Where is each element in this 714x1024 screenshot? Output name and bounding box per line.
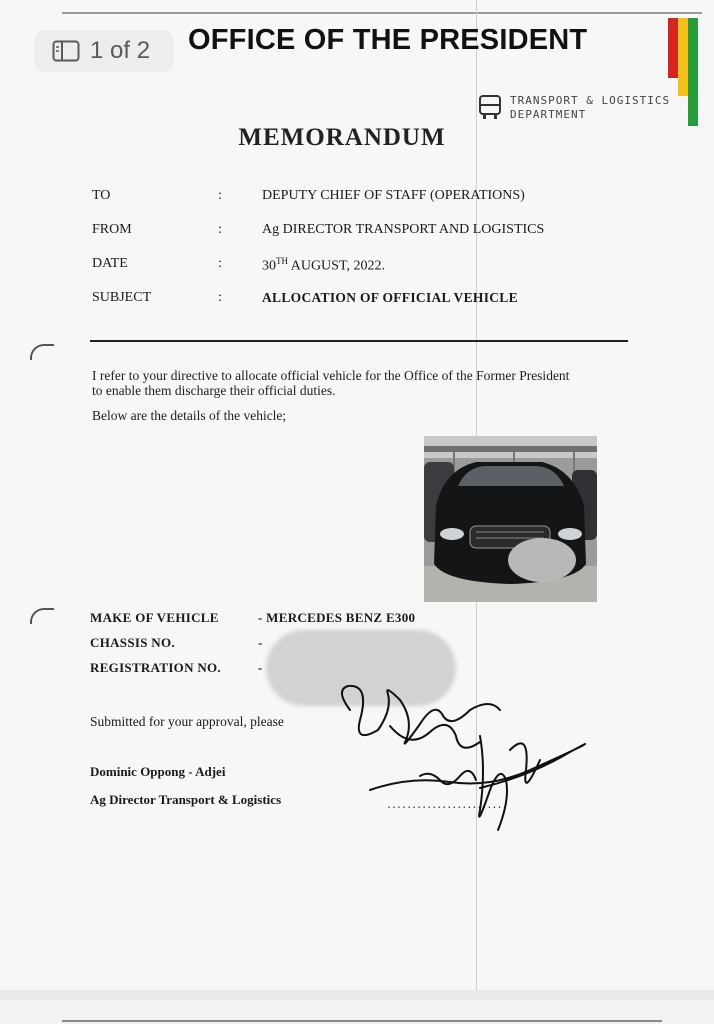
- field-colon: :: [218, 188, 222, 203]
- next-page-preview: [0, 1000, 714, 1024]
- date-day: 30: [262, 258, 276, 274]
- body-line: to enable them discharge their official duties.: [92, 383, 336, 398]
- handwritten-signature: [330, 680, 600, 850]
- field-value: Ag DIRECTOR TRANSPORT AND LOGISTICS: [262, 222, 545, 237]
- chassis-value: -: [258, 635, 263, 650]
- flag-stripe-green: [688, 18, 698, 126]
- memo-heading: MEMORANDUM: [238, 124, 446, 151]
- horizontal-rule: [90, 340, 628, 342]
- flag-stripe-red: [668, 18, 678, 78]
- next-page-top-edge: [62, 1020, 662, 1022]
- punch-hole-mark: [30, 608, 54, 624]
- bus-icon: [478, 94, 502, 120]
- date-rest: AUGUST, 2022.: [288, 258, 385, 274]
- flag-stripe-gold: [678, 18, 688, 96]
- field-label: FROM: [92, 222, 132, 237]
- field-label: SUBJECT: [92, 290, 152, 305]
- field-colon: :: [218, 256, 222, 271]
- chassis-label: CHASSIS NO.: [90, 635, 175, 650]
- field-colon: :: [218, 290, 222, 305]
- vehicle-photo: [424, 436, 597, 602]
- field-label: TO: [92, 188, 111, 203]
- vehicle-make-row: [90, 610, 416, 626]
- date-suffix: TH: [276, 256, 288, 266]
- department-line1: TRANSPORT & LOGISTICS: [510, 94, 671, 107]
- signature-dotted-line: ........................: [386, 800, 507, 811]
- registration-value: -: [258, 660, 263, 675]
- body-line: Below are the details of the vehicle;: [92, 408, 287, 423]
- punch-hole-mark: [30, 344, 54, 360]
- page-indicator[interactable]: [34, 30, 174, 72]
- page-indicator-label: 1 of 2: [90, 37, 151, 64]
- page-top-edge: [62, 12, 702, 14]
- field-value: [262, 256, 385, 275]
- body-line: I refer to your directive to allocate official vehicle for the Office of the Former President: [92, 368, 570, 383]
- make-value: - MERCEDES BENZ E300: [258, 610, 416, 625]
- signer-title: Ag Director Transport & Logistics: [90, 792, 282, 807]
- signer-name: Dominic Oppong - Adjei: [90, 764, 226, 779]
- registration-label: REGISTRATION NO.: [90, 660, 221, 675]
- department-line2: DEPARTMENT: [510, 108, 587, 121]
- closing-text: Submitted for your approval, please: [90, 714, 284, 729]
- field-label: DATE: [92, 256, 128, 271]
- office-title: OFFICE OF THE PRESIDENT: [188, 24, 588, 56]
- vehicle-chassis-row: [90, 635, 263, 651]
- make-label: MAKE OF VEHICLE: [90, 610, 219, 625]
- field-colon: :: [218, 222, 222, 237]
- field-value: DEPUTY CHIEF OF STAFF (OPERATIONS): [262, 188, 525, 203]
- flag-stripes: [668, 18, 698, 126]
- sidebar-panel-icon: [52, 40, 80, 62]
- department-logo: [478, 94, 670, 122]
- field-value: ALLOCATION OF OFFICIAL VEHICLE: [262, 290, 518, 305]
- vehicle-registration-row: [90, 660, 263, 676]
